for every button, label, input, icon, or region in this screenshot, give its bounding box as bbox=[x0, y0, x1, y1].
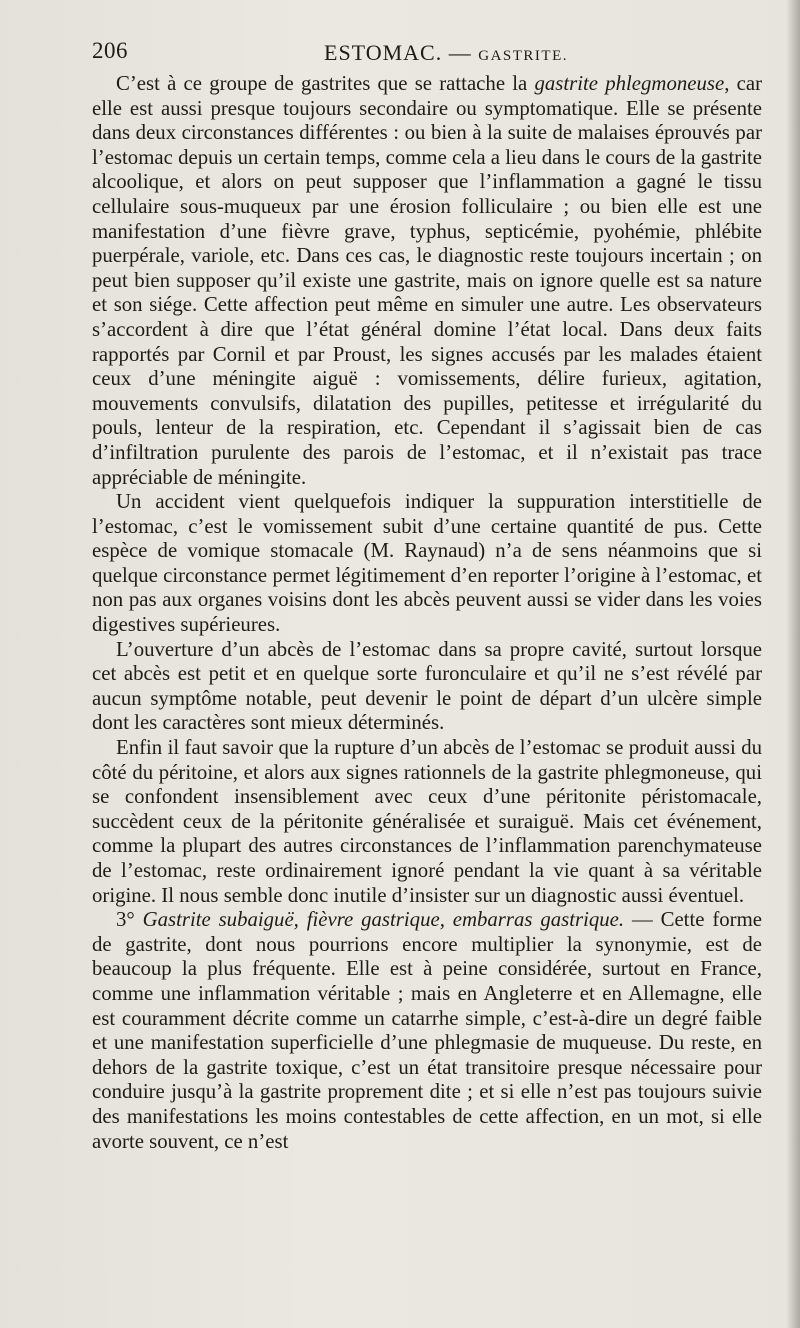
paragraph bbox=[92, 72, 762, 490]
text-segment: C’est à ce groupe de gastrites que se rattache la bbox=[116, 72, 535, 95]
running-head-subtitle: GASTRITE. bbox=[478, 48, 568, 64]
page-number: 206 bbox=[92, 38, 128, 63]
italic-text: Gastrite subaiguë, fièvre gastrique, embarras gastrique. bbox=[142, 908, 625, 932]
paragraph bbox=[92, 908, 762, 1154]
text-segment: , car elle est aussi presque toujours secondaire ou symptomatique. Elle se présente dans deux circonstances différentes : ou bien à la suite de malaises éprouvés par l’estomac depuis un certain temps, comme cela a lieu dans le cours de la gastrite alcoolique, et alors on peut supposer que l’inflammation a gagné le tissu cellulaire sous-muqueux par une érosion folliculaire ; ou bien elle est une manifestation d’une fièvre grave, typhus, septicémie, pyohémie, phlébite puerpérale, variole, etc. Dans ces cas, le diagnostic reste toujours incertain ; on peut bien supposer qu’il existe une gastrite, mais on ignore quelle est sa nature et son siége. Cette affection peut même en simuler une autre. Les observateurs s’accordent à dire que l’état général domine l’état local. Dans deux faits rapportés par Cornil et par Proust, les signes accusés par les malades étaient ceux d’une méningite aiguë : vomissements, délire furieux, agitation, mouvements convulsifs, dilatation des pupilles, petitesse et irrégularité du pouls, lenteur de la respiration, etc. Cependant il s’agissait bien de cas d’infiltration purulente des parois de l’estomac, et il n’existait pas trace appréciable de méningite. bbox=[92, 72, 762, 489]
running-head-separator: — bbox=[448, 40, 472, 65]
running-head-title: ESTOMAC. bbox=[324, 40, 443, 65]
page-edge-shadow bbox=[786, 0, 800, 1328]
text-segment: 3° bbox=[116, 908, 143, 932]
page-body bbox=[92, 72, 762, 1154]
page-header bbox=[92, 38, 762, 68]
paragraph bbox=[92, 490, 762, 638]
paragraph bbox=[92, 736, 762, 908]
text-segment: Enfin il faut savoir que la rupture d’un abcès de l’estomac se produit aussi du côté du péritoine, et alors aux signes rationnels de la gastrite phlegmoneuse, qui se confondent insensiblement avec ceux d’une péritonite péristomacale, succèdent ceux de la péritonite généralisée et suraiguë. Mais cet événement, comme la plupart des autres circonstances de l’inflammation parenchymateuse de l’estomac, reste ordinairement ignoré pendant la vie quant à sa véritable origine. Il nous semble donc inutile d’insister sur un diagnostic aussi éventuel. bbox=[92, 736, 762, 907]
paragraph bbox=[92, 638, 762, 736]
text-segment: L’ouverture d’un abcès de l’estomac dans sa propre cavité, surtout lorsque cet abcès est petit et en quelque sorte furonculaire et qu’il ne s’est révélé par aucun symptôme notable, peut devenir le point de départ d’un ulcère simple dont les caractères sont mieux déterminés. bbox=[92, 637, 762, 735]
italic-text: gastrite phlegmoneuse bbox=[534, 72, 725, 95]
text-segment: Un accident vient quelquefois indiquer la suppuration interstitielle de l’estomac, c’est le vomissement subit d’une certaine quantité de pus. Cette espèce de vomique stomacale (M. Raynaud) n’a de sens néanmoins que si quelque circonstance permet légitimement d’en reporter l’origine à l’estomac, et non pas aux organes voisins dont les abcès peuvent aussi se vider dans les voies digestives supérieures. bbox=[92, 490, 762, 637]
text-segment: — Cette forme de gastrite, dont nous pourrions encore multiplier la synonymie, est de beaucoup la plus fréquente. Elle est à peine considérée, surtout en France, comme une inflammation véritable ; mais en Angleterre et en Allemagne, elle est couramment décrite comme un catarrhe simple, c’est-à-dire un degré faible et une manifestation superficielle d’une phlegmasie de muqueuse. Du reste, en dehors de la gastrite toxique, c’est un état transitoire presque nécessaire pour conduire jusqu’à la gastrite proprement dite ; et si elle n’est pas toujours suivie des manifestations les moins contestables de cette affection, en un mot, si elle avorte souvent, ce n’est bbox=[92, 908, 762, 1153]
running-head bbox=[324, 40, 568, 66]
